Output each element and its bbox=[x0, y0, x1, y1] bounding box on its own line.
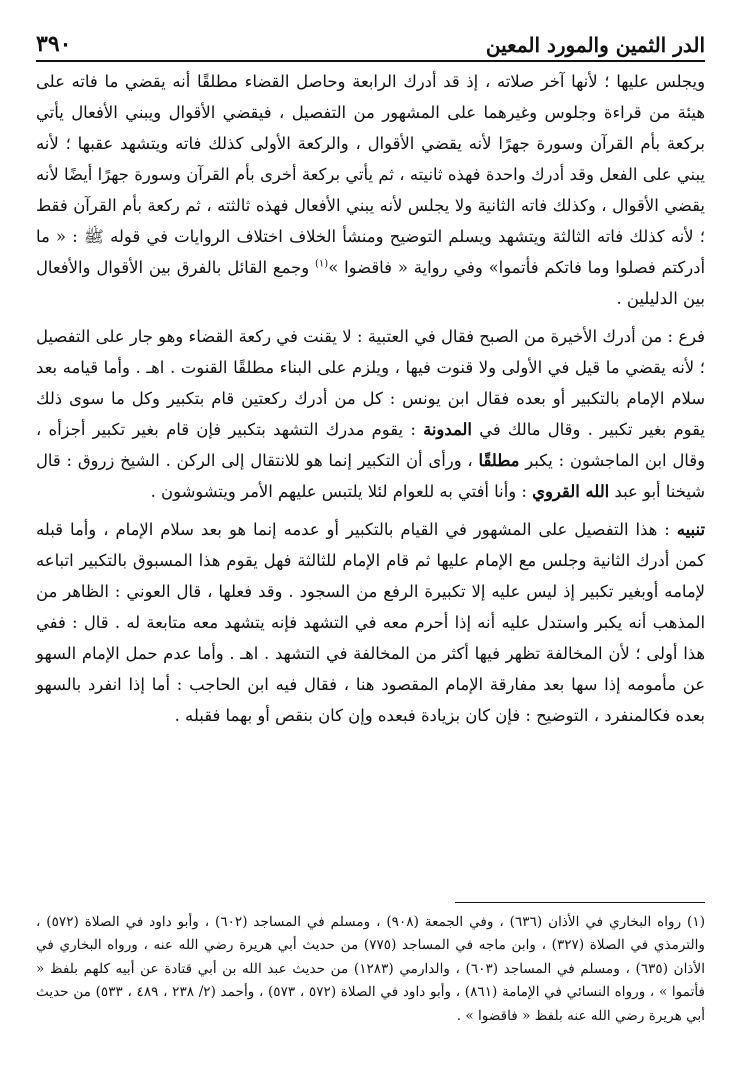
paragraph-tanbih: تنبيه : هذا التفصيل على المشهور في القيام بالتكبير أو عدمه إنما هو بعد سلام الإمام ، وأما قبله كمن أدرك الثانية وجلس مع الإمام عليها ثم قام الإمام للثالثة فهل يقوم هذا المسبوق بالتكبير اتباعه لإمامه أوبغير تكبير إذ ليس عليه إلا تكبيرة الرفع من السجود . وقد فعلها ، قال العوني : الظاهر من المذهب أنه يكبر واستدل عليه أنه إذا أحرم معه في التشهد فإنه يتشهد معه متابعة له . قال : ففي هذا أولى ؛ لأن المخالفة تظهر فيها أكثر من المخالفة في التشهد . اهـ . وأما عدم حمل الإمام السهو عن مأمومه إذا سها بعد مفارقة الإمام المقصود هنا ، فقال فيه ابن الحاجب : أما إذا انفرد بالسهو بعده فكالمنفرد ، التوضيح : فإن كان بزيادة فبعده وإن كان بنقص أو بهما فقبله . bbox=[36, 520, 705, 725]
footnote-ref[interactable]: (١) bbox=[315, 258, 329, 270]
paragraph-far: فرع : من أدرك الأخيرة من الصبح فقال في العتبية : لا يقنت في ركعة القضاء وهو جار على التفصيل ؛ لأنه يقضي ما قيل في الأولى ولا قنوت فيها ، ويلزم على البناء مطلقًا القنوت . اهـ . وأما قيامه بعد سلام الإمام بالتكبير أو بعده فقال ابن يونس : كل من أدرك ركعتين قام بتكبير وكل ما سوى ذلك يقوم بغير تكبير . وقال مالك في المدونة : يقوم مدرك التشهد بتكبير فإن قام بغير تكبير أجزأه ، وقال ابن الماجشون : يكبر مطلقًا ، ورأى أن التكبير إنما هو للانتقال إلى الركن . الشيخ زروق : قال شيخنا أبو عبد الله القروي : وأنا أفتي به للعوام لئلا يلتبس عليهم الأمر ويتشوشون . bbox=[36, 327, 706, 501]
page-header bbox=[36, 30, 705, 62]
paragraph: ويجلس عليها ؛ لأنها آخر صلاته ، إذ قد أدرك الرابعة وحاصل القضاء مطلقًا أنه يقضي ما فاته على هيئة من قراءة وجلوس وغيرهما على المشهور من التفصيل ، فيقضي الأقوال ويبني الأفعال يأتي بركعة بأم القرآن وسورة جهرًا لأنه يقضي الأقوال ، والركعة الأولى كذلك فاته ويتشهد عقبها ؛ لأنه يبني على الفعل وقد أدرك واحدة فهذه ثانيته ، ثم يأتي بركعة أخرى بأم القرآن وسورة جهرًا أيضًا لأنه يقضي الأقوال ، وكذلك فاته الثانية ولا يجلس لأنه يبني الأفعال فهذه ثالثته ، ثم ركعة بأم القرآن فقط ؛ لأنه كذلك فاته الثالثة ويتشهد ويسلم التوضيح ومنشأ الخلاف اختلاف الروايات في قوله ﷺ : « ما أدركتم فصلوا وما فاتكم فأتموا» وفي رواية « فاقضوا »$^{(١)}$ وجمع القائل بالفرق بين الأقوال والأفعال بين الدليلين . bbox=[36, 72, 705, 308]
main-text bbox=[36, 66, 705, 731]
bold-term: الله القروي bbox=[532, 482, 610, 501]
running-title: الدر الثمين والمورد المعين bbox=[485, 33, 705, 57]
bold-term: المدونة bbox=[423, 420, 472, 439]
page-number: ٣٩٠ bbox=[36, 31, 72, 57]
footnotes bbox=[36, 911, 705, 1028]
footnote-divider bbox=[455, 902, 705, 903]
bold-term: تنبيه bbox=[676, 520, 705, 539]
footnote: (١) رواه البخاري في الأذان (٦٣٦) ، وفي الجمعة (٩٠٨) ، ومسلم في المساجد (٦٠٢) ، وأبو داود في الصلاة (٥٧٢) ، والترمذي في الصلاة (٣٢٧) ، وابن ماجه في المساجد (٧٧٥) من حديث أبي هريرة رضي الله عنه ، ورواه البخاري في الأذان (٦٣٥) ، ومسلم في المساجد (٦٠٣) ، والدارمي (١٢٨٣) من حديث عبد الله بن أبي قتادة عن أبيه كلهم بلفظ « فأتموا » ، ورواه النسائي في الإمامة (٨٦١) ، وأبو داود في الصلاة (٥٧٢ ، ٥٧٣) ، وأحمد (٢/ ٢٣٨ ، ٤٨٩ ، ٥٣٣) من حديث أبي هريرة رضي الله عنه بلفظ « فاقضوا » . bbox=[36, 914, 706, 1024]
bold-term: مطلقًا bbox=[478, 451, 520, 470]
